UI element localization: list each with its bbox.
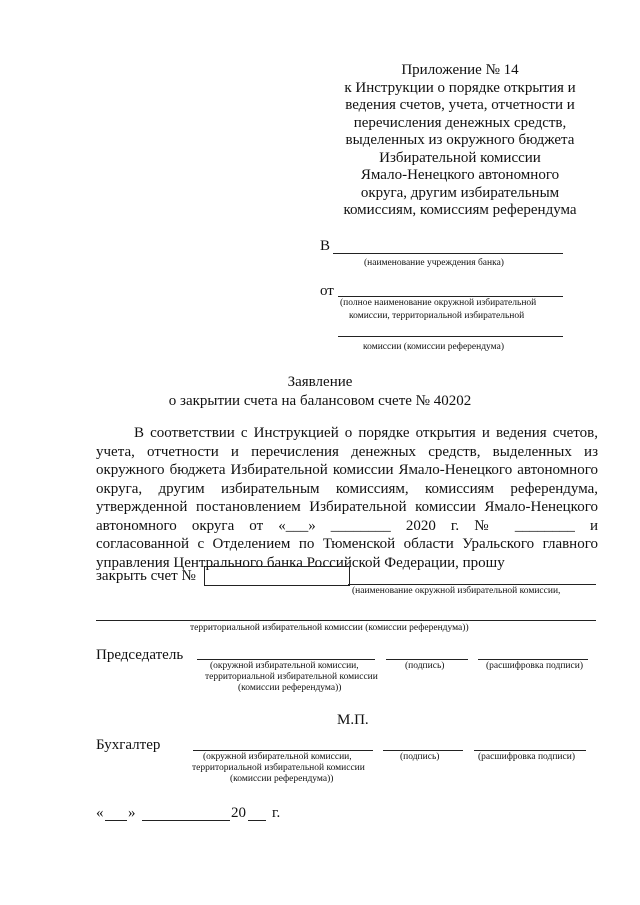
date-close-quote: »	[128, 805, 136, 821]
chairman-sign-caption: (подпись)	[405, 661, 445, 671]
chairman-sign-line[interactable]	[386, 659, 468, 660]
appendix-line: комиссиям, комиссиям референдума	[343, 202, 577, 218]
commission-line[interactable]	[348, 584, 596, 585]
body-line: округа, другим избирательным комиссиям, комиссиям референдума,	[96, 480, 598, 497]
date-year-suffix: г.	[272, 805, 281, 821]
chairman-org-caption-2: территориальной избирательной комиссии	[205, 672, 378, 682]
accountant-org-caption-3: (комиссии референдума))	[230, 774, 334, 784]
accountant-sign-caption: (подпись)	[400, 752, 440, 762]
appendix-line: Ямало-Ненецкого автономного	[360, 167, 560, 183]
chairman-label: Председатель	[96, 647, 184, 663]
close-account-caption-2: территориальной избирательной комиссии (комиссии референдума))	[190, 623, 469, 633]
commission-line-2[interactable]	[96, 620, 596, 621]
bank-name-line[interactable]	[333, 253, 563, 254]
chairman-org-caption-1: (окружной избирательной комиссии,	[210, 661, 359, 671]
commission-caption-3: комиссии (комиссии референдума)	[363, 342, 505, 352]
document-subtitle: о закрытии счета на балансовом счете № 40202	[168, 393, 472, 409]
date-open-quote: «	[96, 805, 104, 821]
body-line: управления Центрального банка Российской Федерации, прошу	[96, 554, 505, 571]
body-line: согласованной с Отделением по Тюменской области Уральского главного	[96, 536, 598, 552]
from-prefix: от	[320, 283, 334, 299]
date-year-line[interactable]	[248, 820, 266, 821]
accountant-org-caption-2: территориальной избирательной комиссии	[192, 763, 365, 773]
body-line: учета, отчетности и перечисления денежных средств, выделенных из	[96, 443, 598, 460]
appendix-line: Приложение № 14	[401, 62, 519, 78]
chairman-org-line[interactable]	[197, 659, 375, 660]
commission-name-line-2[interactable]	[338, 336, 563, 337]
appendix-line: перечисления денежных средств,	[353, 114, 567, 131]
to-prefix: В	[320, 238, 331, 254]
date-day-line[interactable]	[105, 820, 127, 821]
appendix-line: ведения счетов, учета, отчетности и	[345, 97, 575, 113]
accountant-org-caption-1: (окружной избирательной комиссии,	[203, 752, 352, 762]
appendix-line: Избирательной комиссии	[379, 149, 541, 166]
document-title: Заявление	[287, 374, 353, 390]
date-year-prefix: 20	[231, 805, 246, 821]
appendix-line: выделенных из окружного бюджета	[345, 132, 575, 148]
accountant-decode-line[interactable]	[474, 750, 586, 751]
commission-caption-1: (полное наименование окружной избирательной	[340, 298, 537, 308]
accountant-label: Бухгалтер	[96, 737, 161, 753]
close-account-caption-1: (наименование окружной избирательной комиссии,	[352, 586, 561, 596]
chairman-decode-line[interactable]	[478, 659, 588, 660]
stamp-label: М.П.	[337, 712, 369, 728]
date-month-line[interactable]	[142, 820, 230, 821]
appendix-line: округа, другим избирательным	[360, 184, 560, 201]
commission-caption-2: комиссии, территориальной избирательной	[349, 311, 525, 321]
body-paragraph	[96, 424, 598, 572]
appendix-line: к Инструкции о порядке открытия и	[344, 79, 576, 96]
accountant-sign-line[interactable]	[383, 750, 463, 751]
accountant-decode-caption: (расшифровка подписи)	[478, 752, 575, 762]
accountant-org-line[interactable]	[193, 750, 373, 751]
chairman-decode-caption: (расшифровка подписи)	[486, 661, 583, 671]
body-line: окружного бюджета Избирательной комиссии Ямало-Ненецкого автономного	[96, 462, 598, 478]
body-line: утвержденной постановлением Избирательной комиссии Ямало-Ненецкого	[96, 499, 598, 515]
chairman-org-caption-3: (комиссии референдума))	[238, 683, 342, 693]
body-line: В соответствии с Инструкцией о порядке открытия и ведения счетов,	[134, 425, 598, 441]
account-number-field[interactable]	[204, 566, 350, 586]
bank-name-caption: (наименование учреждения банка)	[364, 258, 504, 268]
appendix-header	[330, 62, 590, 220]
close-account-label: закрыть счет №	[96, 568, 196, 584]
commission-name-line[interactable]	[338, 296, 563, 297]
body-line: автономного округа от «___» ________ 2020 г. № ________ и	[96, 517, 598, 534]
